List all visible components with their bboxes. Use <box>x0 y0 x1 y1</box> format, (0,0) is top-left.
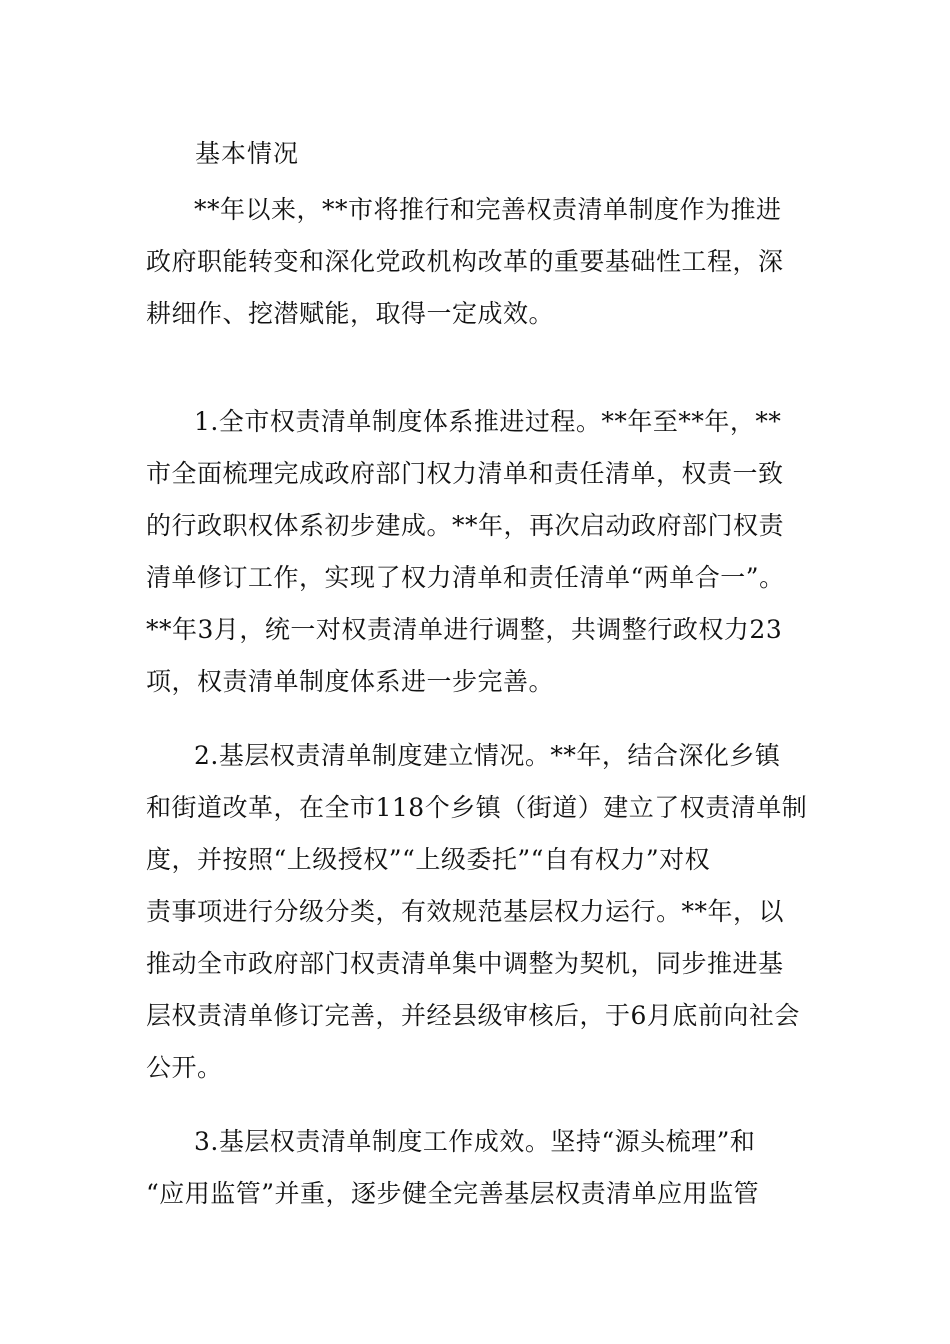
paragraph-line: 3.基层权责清单制度工作成效。坚持“源头梳理”和 <box>194 1127 756 1156</box>
paragraph-line: 清单修订工作，实现了权力清单和责任清单“两单合一”。 <box>146 563 785 592</box>
paragraph-line: 责事项进行分级分类，有效规范基层权力运行。**年，以 <box>146 897 785 926</box>
paragraph-line: 项，权责清单制度体系进一步完善。 <box>146 667 555 696</box>
paragraph-line: **年以来，**市将推行和完善权责清单制度作为推进 <box>194 195 782 224</box>
paragraph-line: **年3月，统一对权责清单进行调整，共调整行政权力23 <box>146 615 783 644</box>
paragraph-line: 2.基层权责清单制度建立情况。**年，结合深化乡镇 <box>194 741 781 770</box>
paragraph-line: 耕细作、挖潜赋能，取得一定成效。 <box>146 299 555 328</box>
paragraph-line: 1.全市权责清单制度体系推进过程。**年至**年，** <box>194 407 782 436</box>
paragraph-line: 的行政职权体系初步建成。**年，再次启动政府部门权责 <box>146 511 785 540</box>
paragraph-line: “应用监管”并重，逐步健全完善基层权责清单应用监管 <box>146 1179 760 1208</box>
paragraph-line: 市全面梳理完成政府部门权力清单和责任清单，权责一致 <box>146 459 784 488</box>
paragraph-item-2 <box>146 730 826 1094</box>
paragraph-line: 层权责清单修订完善，并经县级审核后，于6月底前向社会 <box>146 1001 800 1030</box>
paragraph-line: 推动全市政府部门权责清单集中调整为契机，同步推进基 <box>146 949 784 978</box>
paragraph-line: 度，并按照“上级授权”“上级委托”“自有权力”对权 <box>146 845 711 874</box>
paragraph-item-3 <box>146 1116 826 1220</box>
paragraph-line: 公开。 <box>146 1053 223 1082</box>
paragraph-intro <box>146 184 826 340</box>
section-heading: 基本情况 <box>195 139 300 168</box>
paragraph-line: 和街道改革，在全市118个乡镇（街道）建立了权责清单制 <box>146 793 808 822</box>
paragraph-item-1 <box>146 396 826 708</box>
paragraph-line: 政府职能转变和深化党政机构改革的重要基础性工程，深 <box>146 247 784 276</box>
